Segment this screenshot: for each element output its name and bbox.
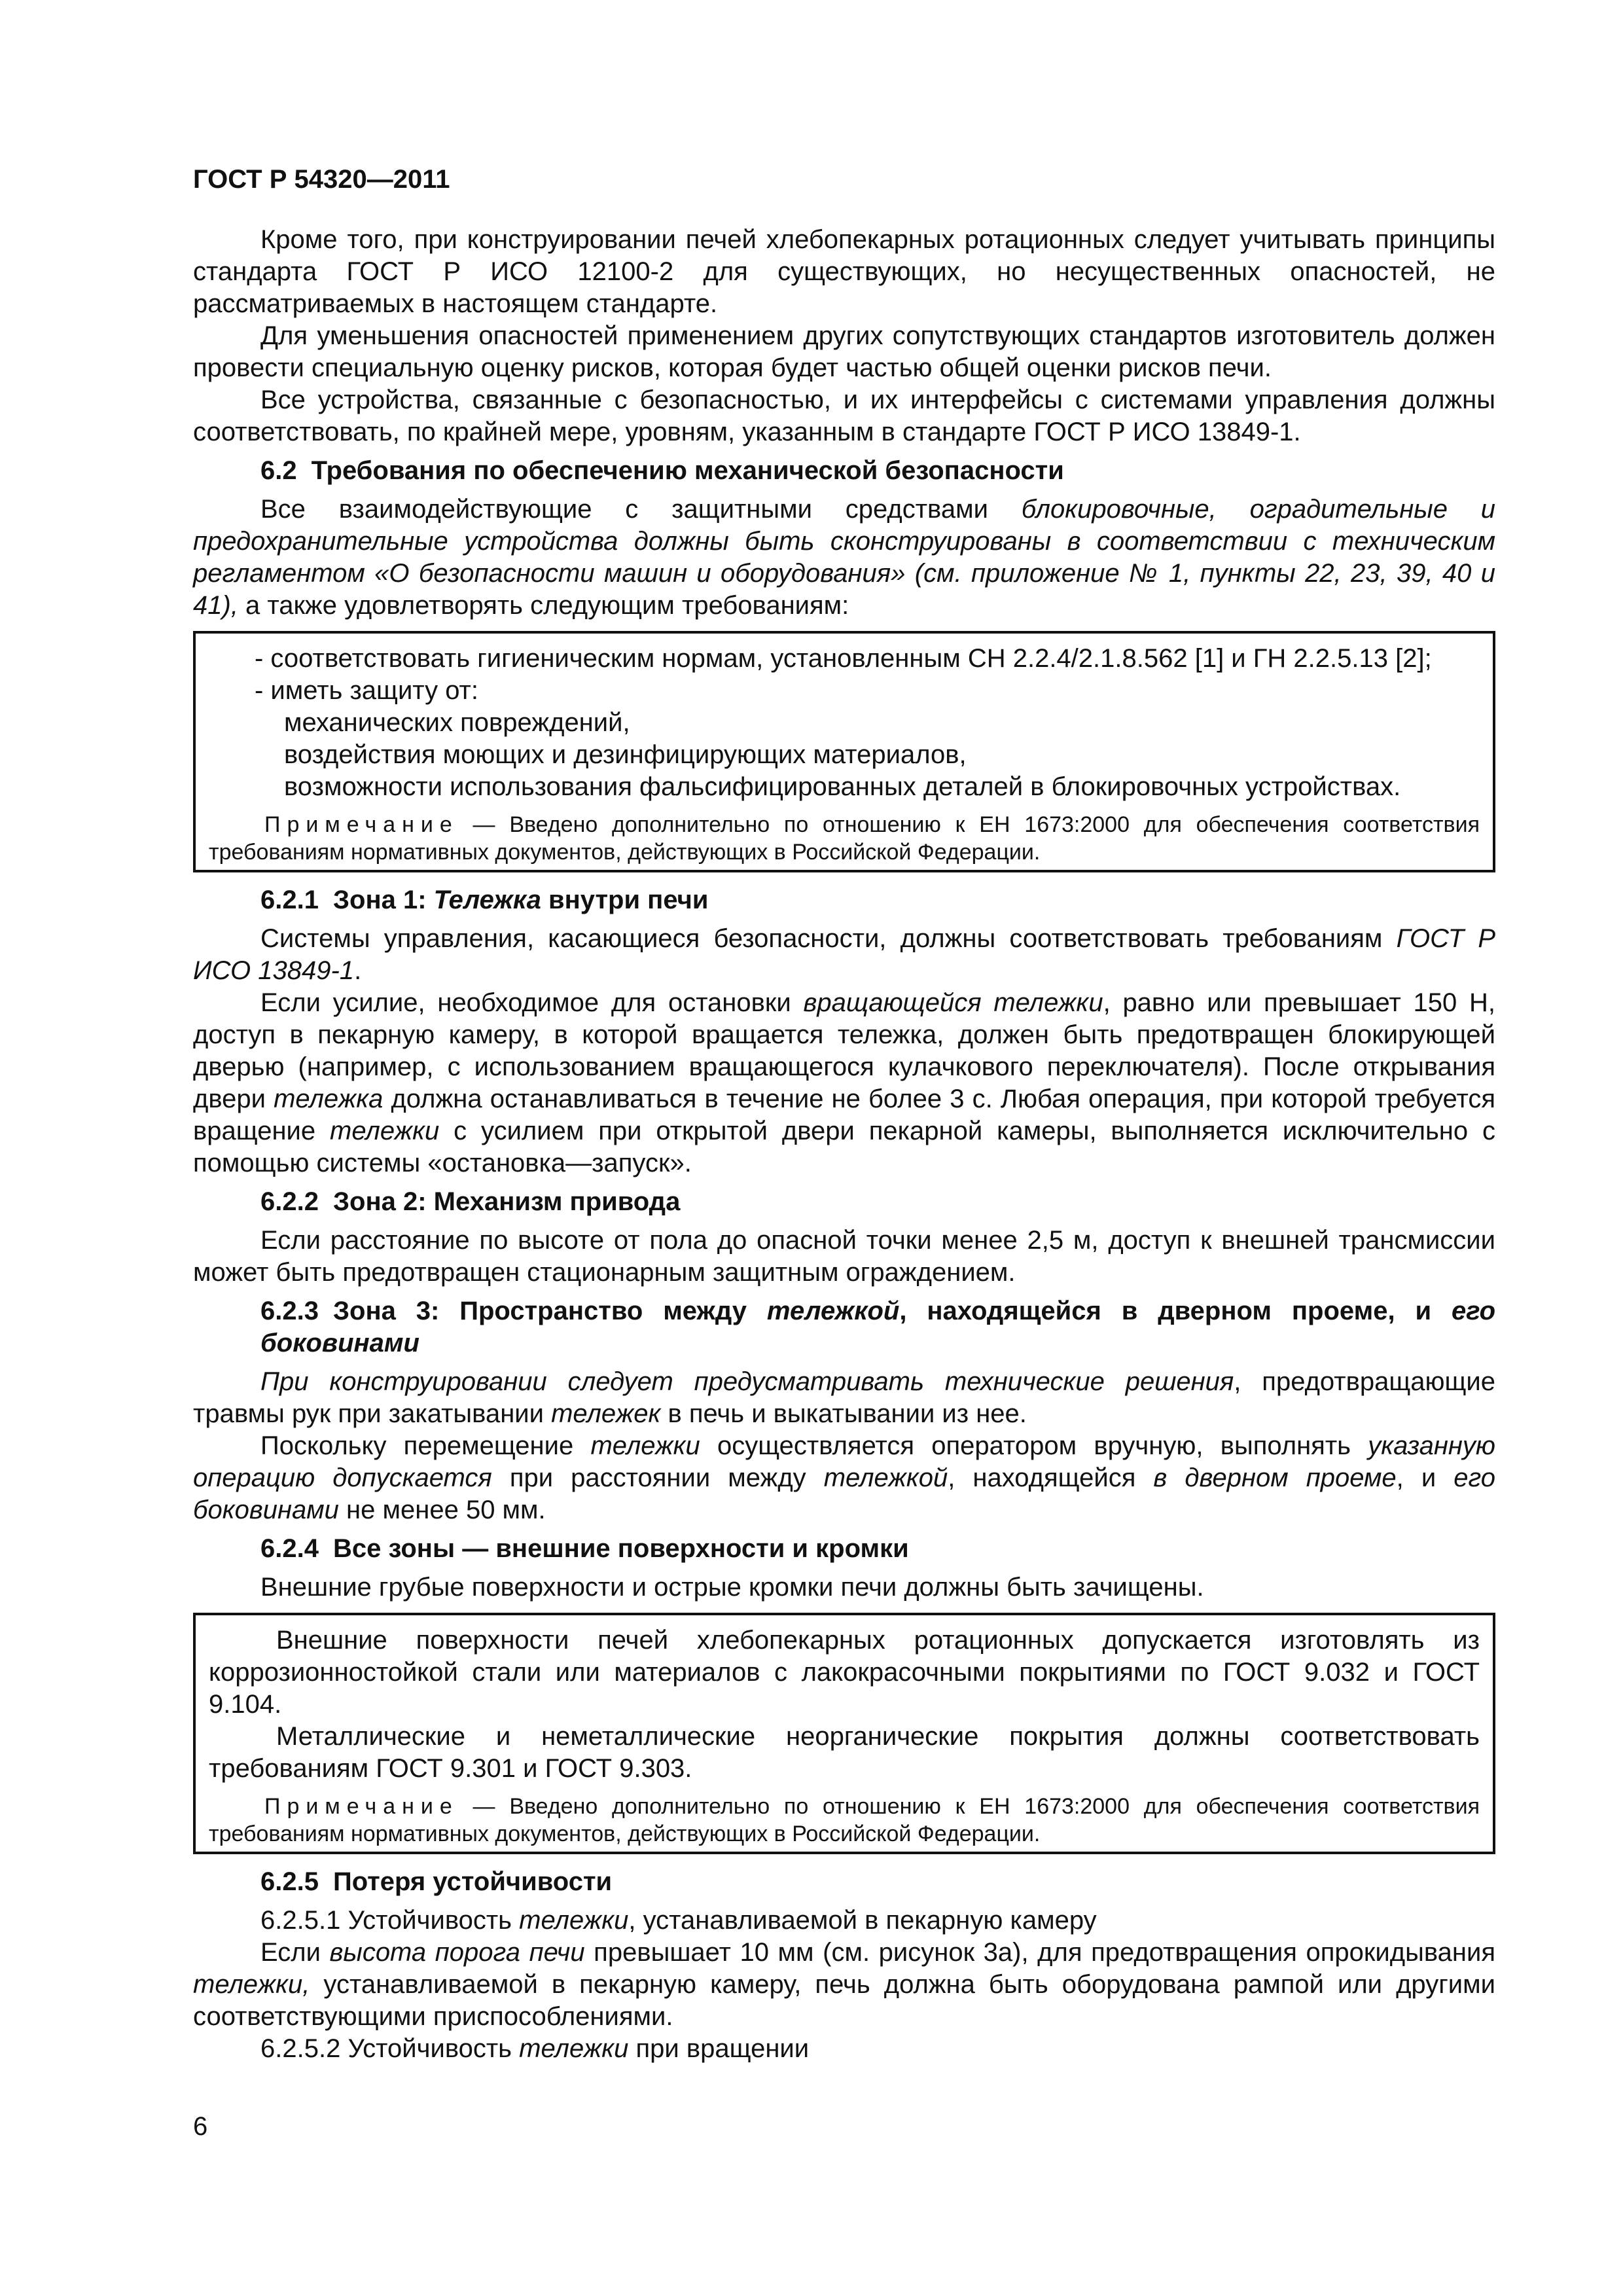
text-run: Если усилие, необходимое для остановки xyxy=(260,988,804,1017)
section-6-2-3-paragraph-2 xyxy=(193,1430,1495,1526)
section-title: Зона 2: Механизм привода xyxy=(332,1187,681,1216)
section-6-2-4-paragraph: Внешние грубые поверхности и острые кромки печи должны быть зачищены. xyxy=(260,1573,1204,1602)
italic-text-run: тележки xyxy=(519,1906,629,1935)
text-run: 6.2.5.2 Устойчивость xyxy=(260,2034,520,2063)
section-title: Зона 3: Пространство между xyxy=(332,1297,767,1325)
requirements-box-6-2 xyxy=(193,631,1495,872)
text-run: а также удовлетворять следующим требованиям: xyxy=(238,591,849,620)
section-title: Потеря устойчивости xyxy=(332,1867,613,1896)
box-note xyxy=(209,811,1480,866)
italic-text-run: вращающейся тележки xyxy=(803,988,1103,1017)
italic-text-run: указанную операцию допускается xyxy=(193,1431,1495,1492)
italic-text-run: тележки xyxy=(330,1117,440,1145)
text-run: при вращении xyxy=(628,2034,810,2063)
note-label: Примечание xyxy=(264,812,459,837)
section-number: 6.2.5 xyxy=(260,1867,319,1896)
document-header: ГОСТ Р 54320—2011 xyxy=(193,165,450,194)
section-number: 6.2.4 xyxy=(260,1534,319,1563)
text-run: , равно или превышает 150 Н, доступ в пекарную камеру, в которой вращается тележка, должен быть предотвращен блокирующей дверью (например, с использованием вращающегося кулачкового переключателя). После открывания двери xyxy=(193,988,1496,1113)
text-run: , устанавливаемой в пекарную камеру xyxy=(628,1906,1097,1935)
italic-text-run: тележкой xyxy=(766,1297,900,1325)
text-run: , находящейся xyxy=(948,1463,1154,1492)
italic-text-run: блокировочные, оградительные и предохранительные устройства должны быть сконструированы в соответствии с техническим регламентом «О безопасности машин и оборудования» (см. приложение № 1, пункты 22, 23, 39, 40 и 41), xyxy=(193,495,1496,620)
section-heading-6-2-5 xyxy=(260,1866,1495,1898)
section-title: Все зоны — внешние поверхности и кромки xyxy=(332,1534,909,1563)
note-text: — Введено дополнительно по отношению к ЕН 1673:2000 для обеспечения соответствия требованиям нормативных документов, действующих в Российской Федерации. xyxy=(209,1794,1480,1846)
text-run: не менее 50 мм. xyxy=(338,1496,546,1524)
italic-text-run: тележки xyxy=(590,1431,700,1460)
section-title: Зона 1: xyxy=(332,886,434,914)
text-run: , находящейся в дверном проеме, и xyxy=(899,1297,1452,1325)
text-run: устанавливаемой в пекарную камеру, печь должна быть оборудована рампой или другими соответствующими приспособлениями. xyxy=(193,1970,1495,2031)
section-6-2-2-paragraph: Если расстояние по высоте от пола до опасной точки менее 2,5 м, доступ к внешней трансмиссии может быть предотвращен стационарным защитным ограждением. xyxy=(193,1226,1495,1287)
section-6-2-5-1-paragraph xyxy=(193,1937,1495,2033)
section-6-2-paragraph xyxy=(193,493,1495,622)
italic-text-run: тележки, xyxy=(193,1970,310,1999)
text-run: в печь и выкатывании из нее. xyxy=(660,1399,1027,1428)
intro-paragraph-3: Все устройства, связанные с безопасностью, и их интерфейсы с системами управления должны соответствовать, по крайней мере, уровням, указанным в стандарте ГОСТ Р ИСО 13849-1. xyxy=(193,386,1495,446)
italic-text-run: тележки xyxy=(519,2034,629,2063)
section-number: 6.2.3 xyxy=(260,1297,319,1325)
text-run: осуществляется оператором вручную, выполнять xyxy=(700,1431,1368,1460)
text-run: внутри печи xyxy=(541,886,709,914)
list-item: - соответствовать гигиеническим нормам, установленным СН 2.2.4/2.1.8.562 [1] и ГН 2.2.5.13 [2]; xyxy=(255,644,1432,673)
intro-paragraph-1: Кроме того, при конструировании печей хлебопекарных ротационных следует учитывать принципы стандарта ГОСТ Р ИСО 12100-2 для существующих, но несущественных опасностей, не рассматриваемых в настоящем стандарте. xyxy=(193,225,1495,318)
italic-text-run: высота порога печи xyxy=(329,1938,585,1967)
text-run: Если xyxy=(260,1938,330,1967)
italic-text-run: его боковинами xyxy=(260,1297,1495,1357)
section-6-2-1-paragraph-2 xyxy=(193,987,1495,1179)
section-heading-6-2 xyxy=(260,455,1495,487)
italic-text-run: Тележка xyxy=(433,886,541,914)
section-6-2-1-paragraph-1 xyxy=(193,923,1495,987)
section-heading-6-2-3 xyxy=(260,1295,1495,1359)
text-run: 6.2.5.1 Устойчивость xyxy=(260,1906,520,1935)
text-run: с усилием при открытой двери пекарной камеры, выполняется исключительно с помощью системы «остановка—запуск». xyxy=(193,1117,1495,1177)
page-number: 6 xyxy=(193,2112,208,2141)
text-run: Поскольку перемещение xyxy=(260,1431,591,1460)
note-text: — Введено дополнительно по отношению к ЕН 1673:2000 для обеспечения соответствия требованиям нормативных документов, действующих в Российской Федерации. xyxy=(209,812,1480,865)
sub-list-item: возможности использования фальсифицированных деталей в блокировочных устройствах. xyxy=(284,772,1401,801)
text-run: при расстоянии между xyxy=(491,1463,824,1492)
box-paragraph-1: Внешние поверхности печей хлебопекарных ротационных допускается изготовлять из коррозионностойкой стали или материалов с лакокрасочными покрытиями по ГОСТ 9.032 и ГОСТ 9.104. xyxy=(209,1626,1480,1719)
italic-text-run: его боковинами xyxy=(193,1463,1496,1524)
document-body xyxy=(193,224,1495,2065)
text-run: Все взаимодействующие с защитными средствами xyxy=(260,495,1022,524)
section-6-2-5-2-heading xyxy=(193,2033,1495,2065)
section-heading-6-2-1 xyxy=(260,884,1495,916)
section-6-2-3-paragraph-1 xyxy=(193,1366,1495,1430)
section-number: 6.2.1 xyxy=(260,886,319,914)
text-run: , предотвращающие травмы рук при закатывании xyxy=(193,1367,1495,1428)
requirements-box-6-2-4 xyxy=(193,1613,1495,1854)
italic-text-run: тележек xyxy=(551,1399,661,1428)
sub-list-item: механических повреждений, xyxy=(284,708,630,737)
box-paragraph-2: Металлические и неметаллические неорганические покрытия должны соответствовать требованиям ГОСТ 9.301 и ГОСТ 9.303. xyxy=(209,1722,1480,1783)
section-number: 6.2.2 xyxy=(260,1187,319,1216)
text-run: превышает 10 мм (см. рисунок 3а), для предотвращения опрокидывания xyxy=(584,1938,1495,1967)
italic-text-run: тележка xyxy=(274,1085,383,1113)
sub-list-item: воздействия моющих и дезинфицирующих материалов, xyxy=(284,740,967,769)
section-heading-6-2-4 xyxy=(260,1533,1495,1565)
text-run: , и xyxy=(1396,1463,1454,1492)
section-number: 6.2 xyxy=(260,456,297,485)
text-run: . xyxy=(354,956,362,985)
italic-text-run: При конструировании следует предусматривать технические решения xyxy=(260,1367,1234,1396)
italic-text-run: ГОСТ Р ИСО 13849-1 xyxy=(193,924,1496,985)
box-note xyxy=(209,1793,1480,1848)
note-label: Примечание xyxy=(264,1794,459,1819)
text-run: должна останавливаться в течение не более 3 с. Любая операция, при которой требуется вращение xyxy=(193,1085,1495,1145)
italic-text-run: в дверном проеме xyxy=(1153,1463,1397,1492)
italic-text-run: тележкой xyxy=(823,1463,948,1492)
section-heading-6-2-2 xyxy=(260,1186,1495,1218)
section-6-2-5-1-heading xyxy=(193,1905,1495,1937)
text-run: Системы управления, касающиеся безопасности, должны соответствовать требованиям xyxy=(260,924,1397,953)
list-item: - иметь защиту от: xyxy=(255,676,478,705)
section-title: Требования по обеспечению механической безопасности xyxy=(311,456,1064,485)
intro-paragraph-2: Для уменьшения опасностей применением других сопутствующих стандартов изготовитель должен провести специальную оценку рисков, которая будет частью общей оценки рисков печи. xyxy=(193,321,1495,382)
